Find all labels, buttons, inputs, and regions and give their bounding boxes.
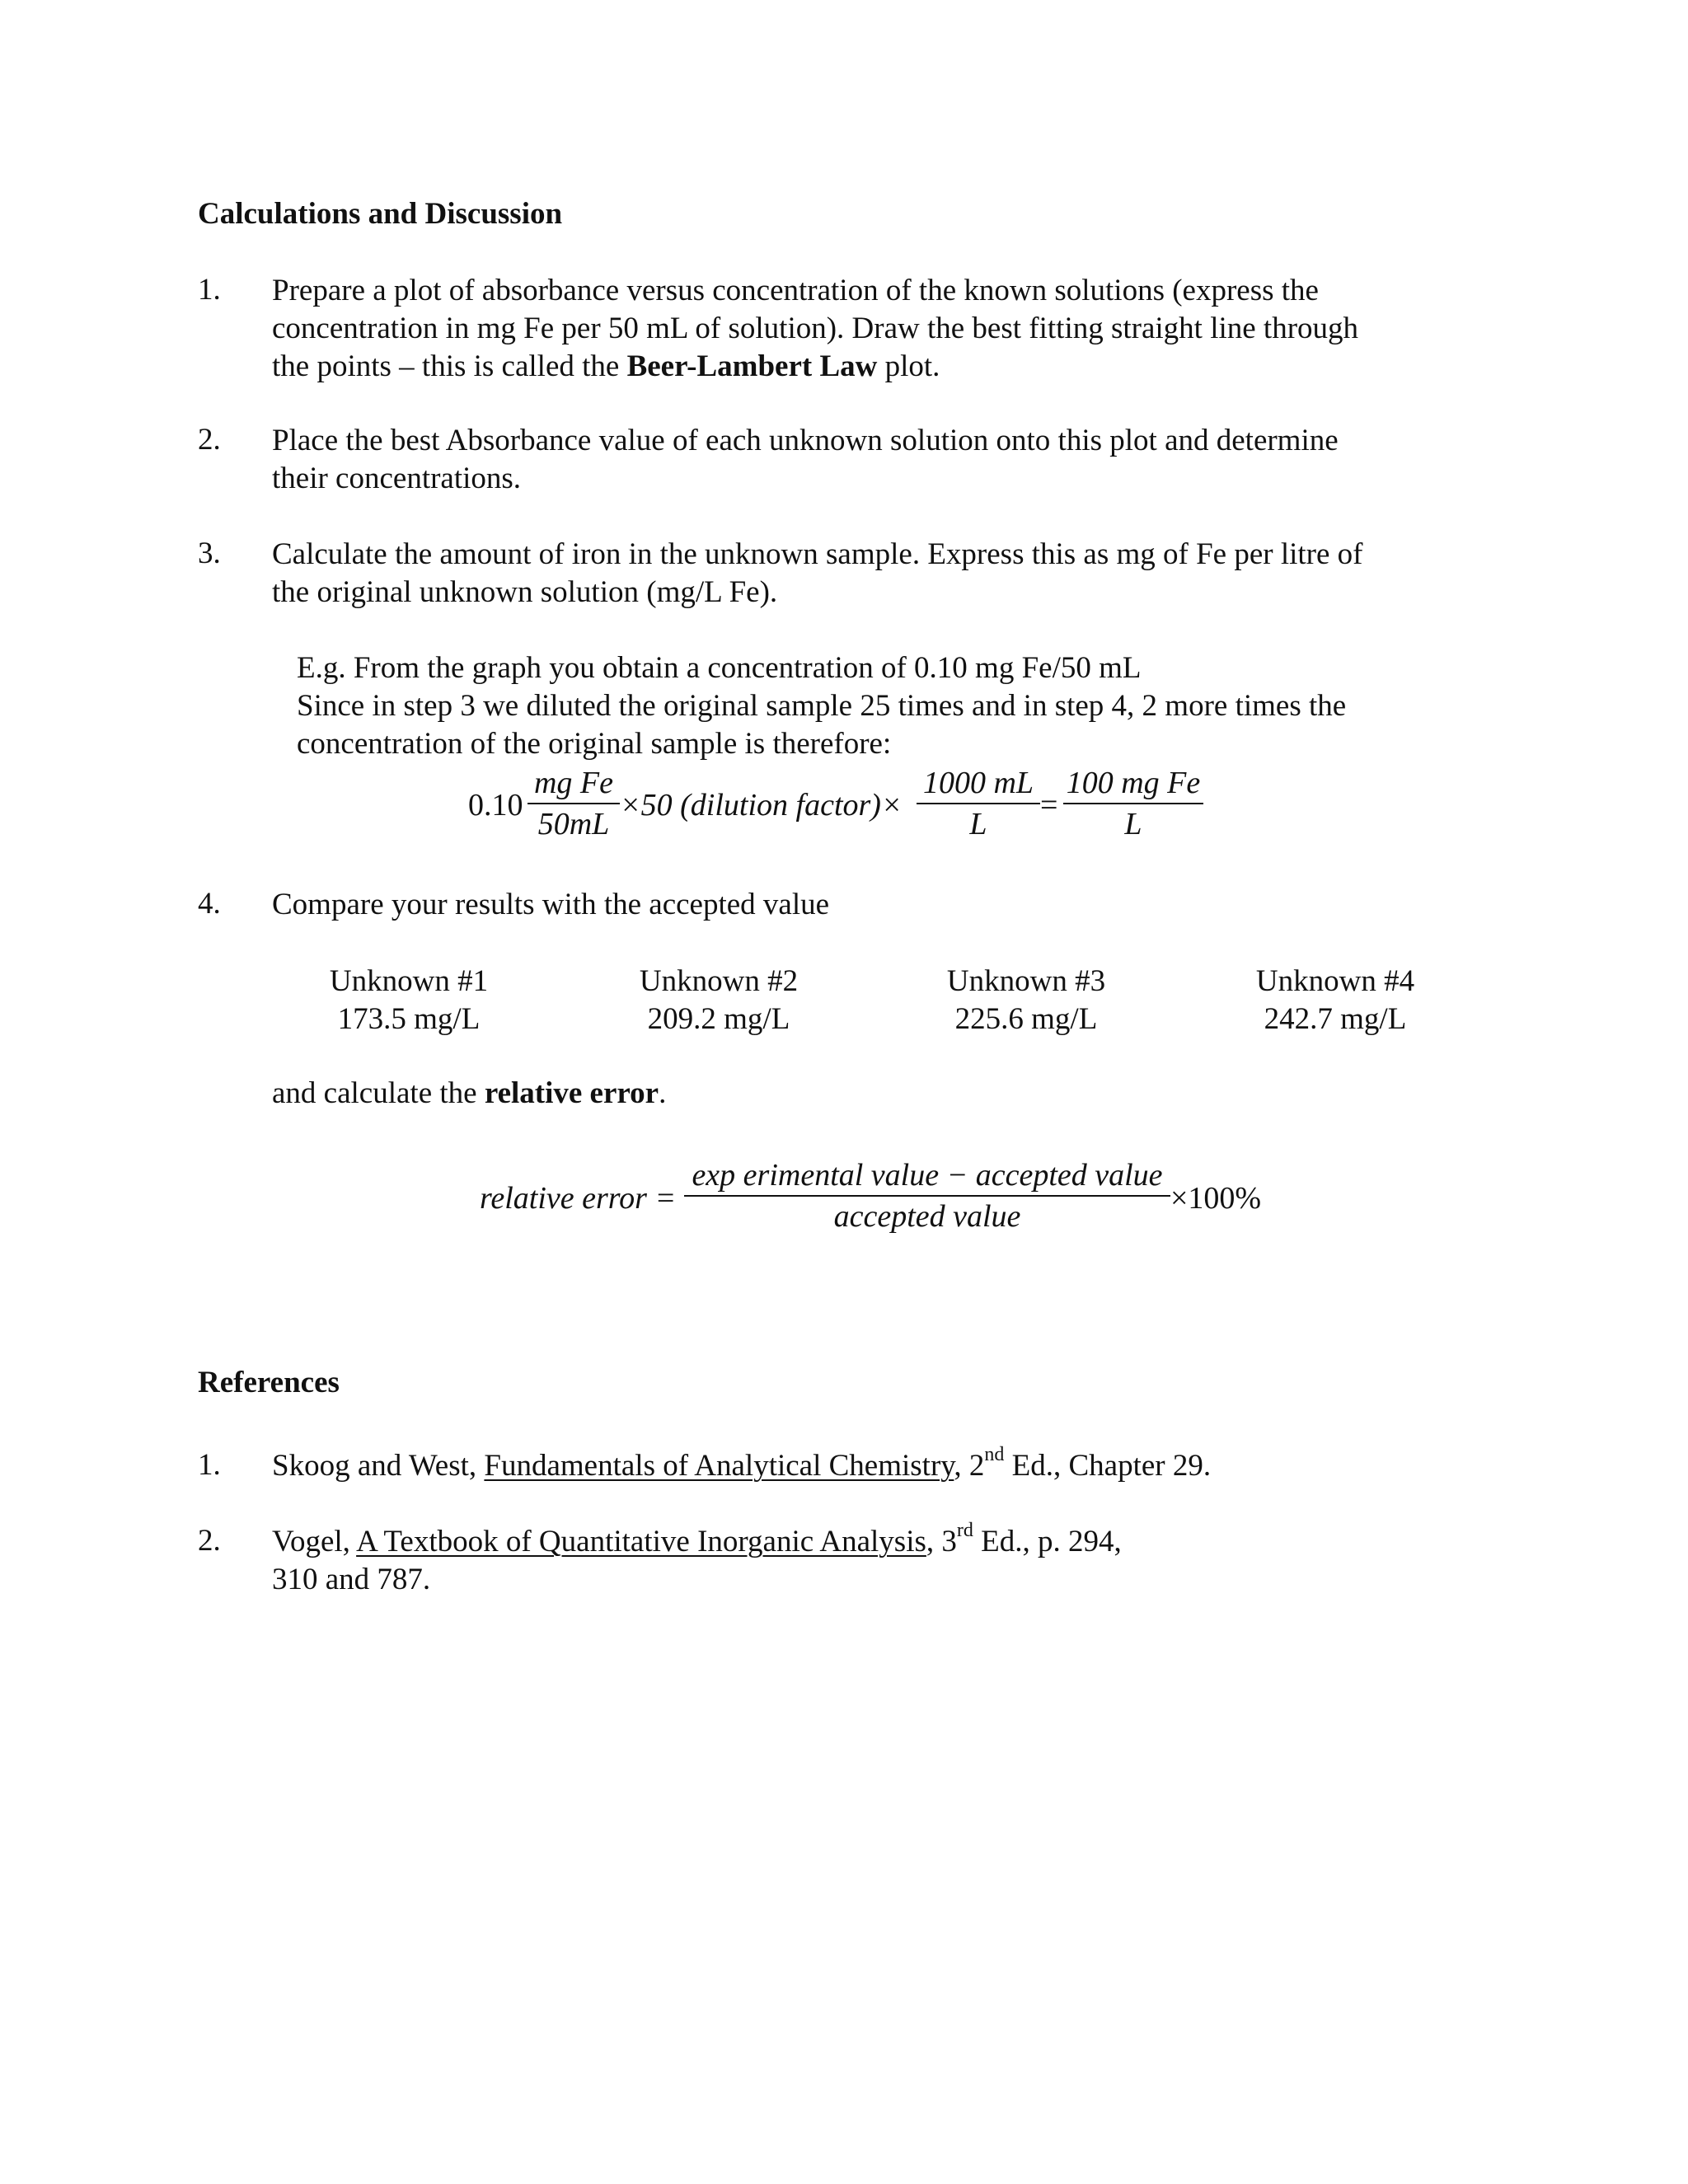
unknown-3-label: Unknown #3: [946, 964, 1106, 998]
eq-fraction-2-numerator: 1000 mL: [922, 766, 1034, 800]
example-line-1: E.g. From the graph you obtain a concentration of 0.10 mg Fe/50 mL: [297, 651, 1142, 685]
reference-1-details: Ed., Chapter 29.: [1004, 1449, 1212, 1483]
item-1-line-3-post: plot.: [877, 349, 940, 383]
reference-2: [272, 1520, 1122, 1561]
item-4-number: 4.: [198, 887, 221, 921]
eq-fraction-1-bar: [528, 803, 620, 804]
unknown-1-value: 173.5 mg/L: [337, 1002, 481, 1036]
item-1-line-2: concentration in mg Fe per 50 mL of solution). Draw the best fitting straight line through: [272, 312, 1359, 345]
eq-fraction-2-denominator: L: [969, 807, 987, 841]
item-1-line-3: [272, 348, 940, 386]
item-4-line-1: Compare your results with the accepted value: [272, 888, 830, 921]
unknown-3-column: [919, 963, 1133, 1038]
eq-fraction-1: [528, 765, 620, 842]
relerr-fraction-bar: [684, 1195, 1170, 1197]
unknown-3-value: 225.6 mg/L: [954, 1002, 1098, 1036]
unknown-2-column: [612, 963, 826, 1038]
eq-fraction-3: [1063, 765, 1203, 842]
item-3-line-2: the original unknown solution (mg/L Fe).: [272, 575, 778, 609]
calc-heading: Calculations and Discussion: [198, 197, 563, 231]
reference-2-line-2: 310 and 787.: [272, 1563, 431, 1596]
item-2-number: 2.: [198, 423, 221, 457]
eq-fraction-3-numerator: 100 mg Fe: [1066, 766, 1201, 800]
unknown-4-value: 242.7 mg/L: [1264, 1002, 1407, 1036]
example-line-3: concentration of the original sample is therefore:: [297, 727, 892, 761]
item-2-line-2: their concentrations.: [272, 462, 522, 495]
reference-1-edition-suffix: nd: [984, 1444, 1005, 1465]
relerr-rhs: ×100%: [1170, 1181, 1262, 1216]
relative-error-pre: and calculate the: [272, 1076, 485, 1110]
relative-error-instruction: [272, 1075, 666, 1113]
relative-error-post: .: [659, 1076, 667, 1110]
unknown-1-label: Unknown #1: [329, 964, 489, 998]
item-3-line-1: Calculate the amount of iron in the unknown sample. Express this as mg of Fe per litre of: [272, 537, 1363, 571]
eq-dilution-factor: ×50 (dilution factor)×: [620, 788, 903, 823]
item-2-line-1: Place the best Absorbance value of each unknown solution onto this plot and determine: [272, 424, 1339, 457]
reference-2-number: 2.: [198, 1524, 221, 1558]
eq-fraction-2-bar: [917, 803, 1040, 804]
reference-2-edition-number: , 3: [926, 1525, 957, 1558]
unknown-2-value: 209.2 mg/L: [647, 1002, 790, 1036]
eq-fraction-1-denominator: 50mL: [537, 807, 610, 841]
item-1-line-1: Prepare a plot of absorbance versus concentration of the known solutions (express the: [272, 274, 1319, 307]
eq-fraction-3-bar: [1063, 803, 1203, 804]
item-1-number: 1.: [198, 273, 221, 307]
reference-2-edition-suffix: rd: [956, 1520, 973, 1541]
reference-1-author: Skoog and West,: [272, 1449, 485, 1483]
relerr-denominator: accepted value: [833, 1199, 1021, 1234]
references-heading: References: [198, 1366, 340, 1399]
eq-fraction-1-numerator: mg Fe: [533, 766, 614, 800]
reference-1-number: 1.: [198, 1448, 221, 1482]
relerr-lhs: relative error =: [480, 1181, 677, 1216]
item-1-line-3-pre: the points – this is called the: [272, 349, 627, 383]
unknown-4-column: [1228, 963, 1442, 1038]
eq-fraction-3-denominator: L: [1124, 807, 1142, 841]
reference-1-title: Fundamentals of Analytical Chemistry: [484, 1449, 954, 1483]
reference-1: [272, 1444, 1212, 1485]
unknown-4-label: Unknown #4: [1255, 964, 1415, 998]
relerr-fraction: [684, 1157, 1170, 1235]
reference-2-title: A Textbook of Quantitative Inorganic Analysis: [356, 1525, 926, 1558]
relative-error-term: relative error: [484, 1076, 659, 1110]
eq-coefficient: 0.10: [468, 788, 523, 823]
relerr-numerator: exp erimental value − accepted value: [692, 1158, 1163, 1193]
reference-1-edition-number: , 2: [954, 1449, 985, 1483]
eq-equals: =: [1040, 788, 1058, 823]
reference-2-author: Vogel,: [272, 1525, 357, 1558]
unknown-2-label: Unknown #2: [639, 964, 799, 998]
example-line-2: Since in step 3 we diluted the original sample 25 times and in step 4, 2 more times the: [297, 689, 1347, 723]
reference-2-details: Ed., p. 294,: [973, 1525, 1122, 1558]
unknown-1-column: [302, 963, 516, 1038]
beer-lambert-law-term: Beer-Lambert Law: [626, 349, 878, 383]
item-3-number: 3.: [198, 537, 221, 570]
eq-fraction-2: [917, 765, 1040, 842]
